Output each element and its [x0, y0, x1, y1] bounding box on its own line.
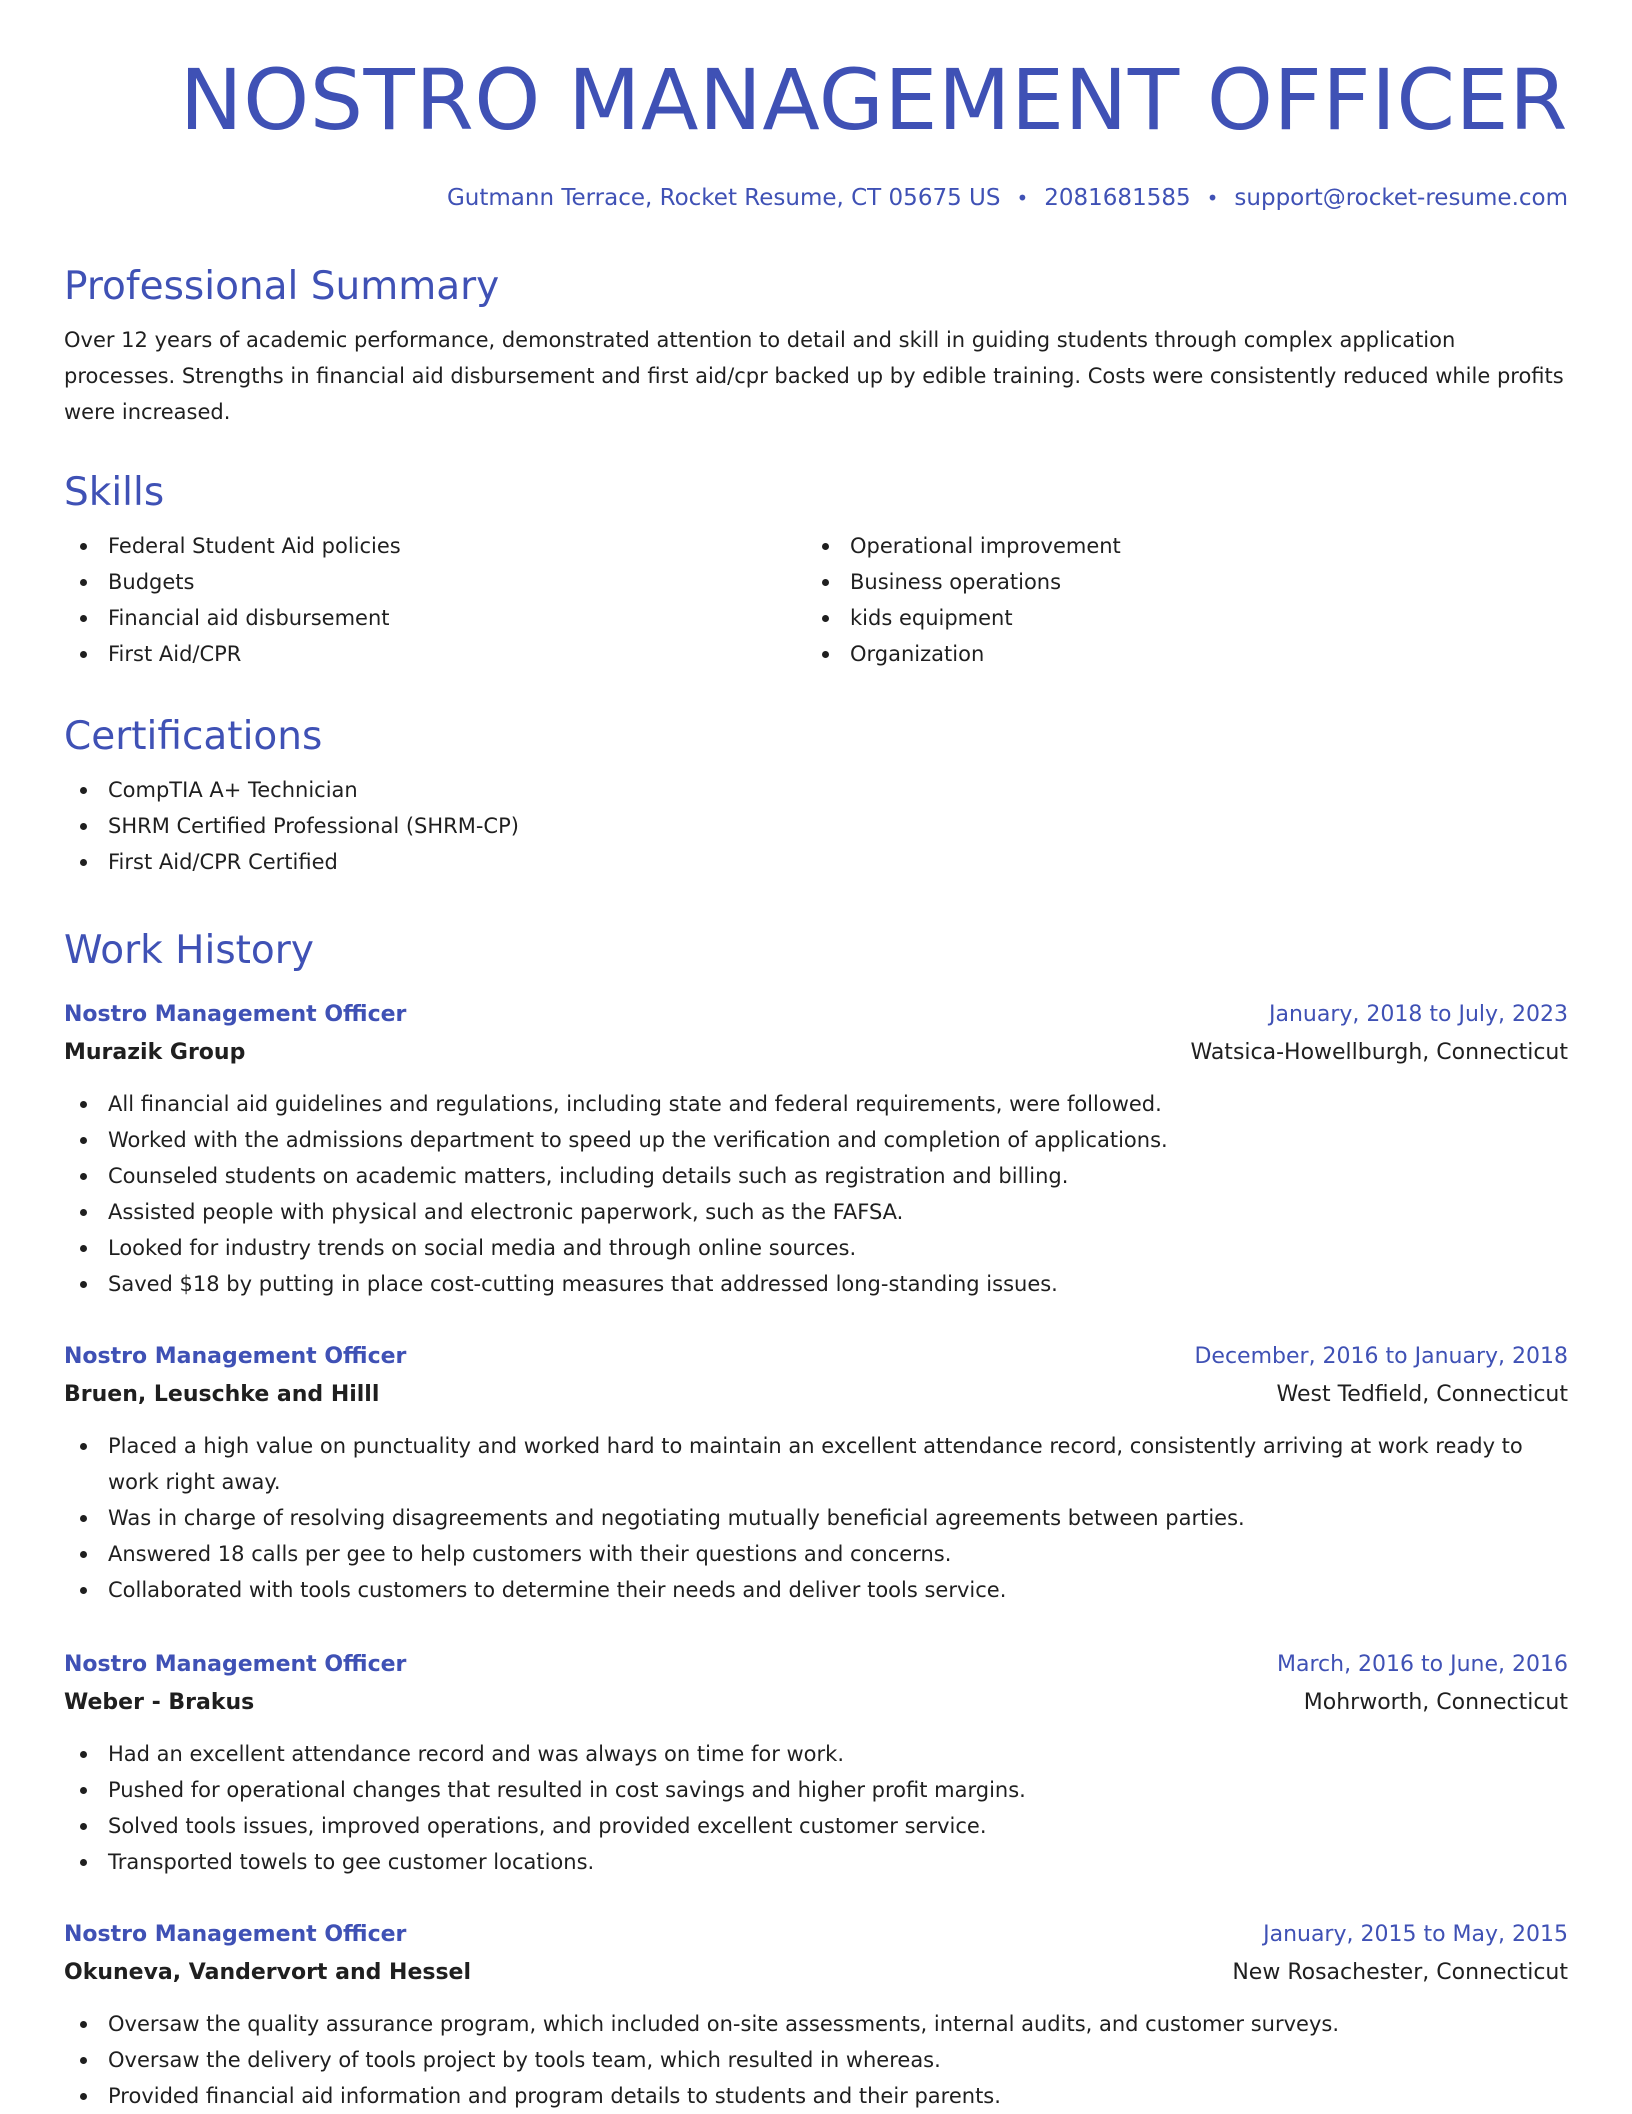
- job-bullet: Transported towels to gee customer locations.: [64, 1844, 1568, 1880]
- summary-section: [64, 262, 1568, 430]
- skill-item: Organization: [806, 636, 1548, 672]
- job-dates: March, 2016 to June, 2016: [1277, 1652, 1568, 1677]
- job-company-row: [64, 1684, 1568, 1722]
- job-header-row: [64, 996, 1568, 1034]
- job-bullet: Assisted people with physical and electronic paperwork, such as the FAFSA.: [64, 1194, 1568, 1230]
- work-history-title: Work History: [64, 928, 314, 973]
- job-entry: [64, 1646, 1568, 1880]
- job-location: Mohrworth, Connecticut: [1303, 1690, 1568, 1715]
- job-bullet: Answered 18 calls per gee to help customers with their questions and concerns.: [64, 1536, 1568, 1572]
- job-bullet: Was in charge of resolving disagreements and negotiating mutually beneficial agreements between parties.: [64, 1500, 1568, 1536]
- job-company: Murazik Group: [64, 1040, 246, 1065]
- certifications-section: [64, 712, 1568, 880]
- summary-text: Over 12 years of academic performance, demonstrated attention to detail and skill in guiding students through complex application processes. Strengths in financial aid disbursement and first aid/cpr backed up by edible training. Costs were consistently reduced while profits were increased.: [64, 328, 1564, 424]
- job-company: Okuneva, Vandervort and Hessel: [64, 1960, 472, 1985]
- job-bullet: Collaborated with tools customers to determine their needs and deliver tools service.: [64, 1572, 1568, 1608]
- job-entry: [64, 1338, 1568, 1608]
- skills-list-right: [806, 528, 1548, 672]
- contact-line: [447, 178, 1568, 218]
- job-location: Watsica-Howellburgh, Connecticut: [1190, 1040, 1568, 1065]
- certifications-list: [64, 772, 1568, 880]
- job-bullets: [64, 2006, 1568, 2114]
- job-entry: [64, 1916, 1568, 2114]
- certifications-title: Certifications: [64, 714, 323, 759]
- job-company-row: [64, 1376, 1568, 1414]
- job-bullet: Provided financial aid information and program details to students and their parents.: [64, 2078, 1568, 2114]
- contact-separator: •: [1016, 186, 1029, 210]
- job-bullet: All financial aid guidelines and regulations, including state and federal requirements, were followed.: [64, 1086, 1568, 1122]
- skill-item: Financial aid disbursement: [64, 600, 806, 636]
- contact-address: Gutmann Terrace, Rocket Resume, CT 05675 US: [446, 185, 1001, 211]
- job-bullet: Oversaw the quality assurance program, which included on-site assessments, internal audits, and customer surveys.: [64, 2006, 1568, 2042]
- job-header-row: [64, 1646, 1568, 1684]
- skill-item: Business operations: [806, 564, 1548, 600]
- job-title: Nostro Management Officer: [64, 1922, 407, 1947]
- skill-item: Budgets: [64, 564, 806, 600]
- work-history-section: [64, 926, 1568, 976]
- skill-item: Operational improvement: [806, 528, 1548, 564]
- job-bullets: [64, 1086, 1568, 1302]
- job-bullet: Counseled students on academic matters, including details such as registration and billing.: [64, 1158, 1568, 1194]
- job-bullets: [64, 1428, 1568, 1608]
- job-bullet: Worked with the admissions department to speed up the verification and completion of applications.: [64, 1122, 1568, 1158]
- certification-item: First Aid/CPR Certified: [64, 844, 1568, 880]
- certification-item: CompTIA A+ Technician: [64, 772, 1568, 808]
- contact-email[interactable]: support@rocket-resume.com: [1234, 185, 1568, 211]
- job-bullet: Placed a high value on punctuality and worked hard to maintain an excellent attendance record, consistently arriving at work ready to work right away.: [64, 1428, 1568, 1500]
- job-dates: January, 2015 to May, 2015: [1263, 1922, 1568, 1947]
- skill-item: kids equipment: [806, 600, 1548, 636]
- job-company-row: [64, 1034, 1568, 1072]
- job-company-row: [64, 1954, 1568, 1992]
- skill-item: First Aid/CPR: [64, 636, 806, 672]
- skills-columns: [64, 518, 1568, 672]
- job-company: Bruen, Leuschke and Hilll: [64, 1382, 380, 1407]
- certification-item: SHRM Certified Professional (SHRM-CP): [64, 808, 1568, 844]
- job-bullet: Pushed for operational changes that resulted in cost savings and higher profit margins.: [64, 1772, 1568, 1808]
- job-company: Weber - Brakus: [64, 1690, 255, 1715]
- job-title: Nostro Management Officer: [64, 1652, 407, 1677]
- job-header-row: [64, 1338, 1568, 1376]
- contact-separator: •: [1206, 186, 1219, 210]
- job-location: New Rosachester, Connecticut: [1232, 1960, 1568, 1985]
- skills-title: Skills: [64, 470, 165, 515]
- job-bullet: Looked for industry trends on social media and through online sources.: [64, 1230, 1568, 1266]
- contact-phone: 2081681585: [1044, 185, 1191, 211]
- job-dates: December, 2016 to January, 2018: [1194, 1344, 1568, 1369]
- job-bullet: Had an excellent attendance record and was always on time for work.: [64, 1736, 1568, 1772]
- job-bullet: Saved $18 by putting in place cost-cutting measures that addressed long-standing issues.: [64, 1266, 1568, 1302]
- skills-list-left: [64, 528, 806, 672]
- skills-section: [64, 468, 1568, 672]
- summary-title: Professional Summary: [64, 264, 500, 309]
- job-bullet: Oversaw the delivery of tools project by tools team, which resulted in whereas.: [64, 2042, 1568, 2078]
- job-title: Nostro Management Officer: [64, 1344, 407, 1369]
- job-bullets: [64, 1736, 1568, 1880]
- job-title: Nostro Management Officer: [64, 1002, 407, 1027]
- job-location: West Tedfield, Connecticut: [1276, 1382, 1568, 1407]
- job-dates: January, 2018 to July, 2023: [1269, 1002, 1568, 1027]
- job-bullet: Solved tools issues, improved operations, and provided excellent customer service.: [64, 1808, 1568, 1844]
- job-entry: [64, 996, 1568, 1302]
- job-header-row: [64, 1916, 1568, 1954]
- resume-name: NOSTRO MANAGEMENT OFFICER: [179, 51, 1568, 149]
- skill-item: Federal Student Aid policies: [64, 528, 806, 564]
